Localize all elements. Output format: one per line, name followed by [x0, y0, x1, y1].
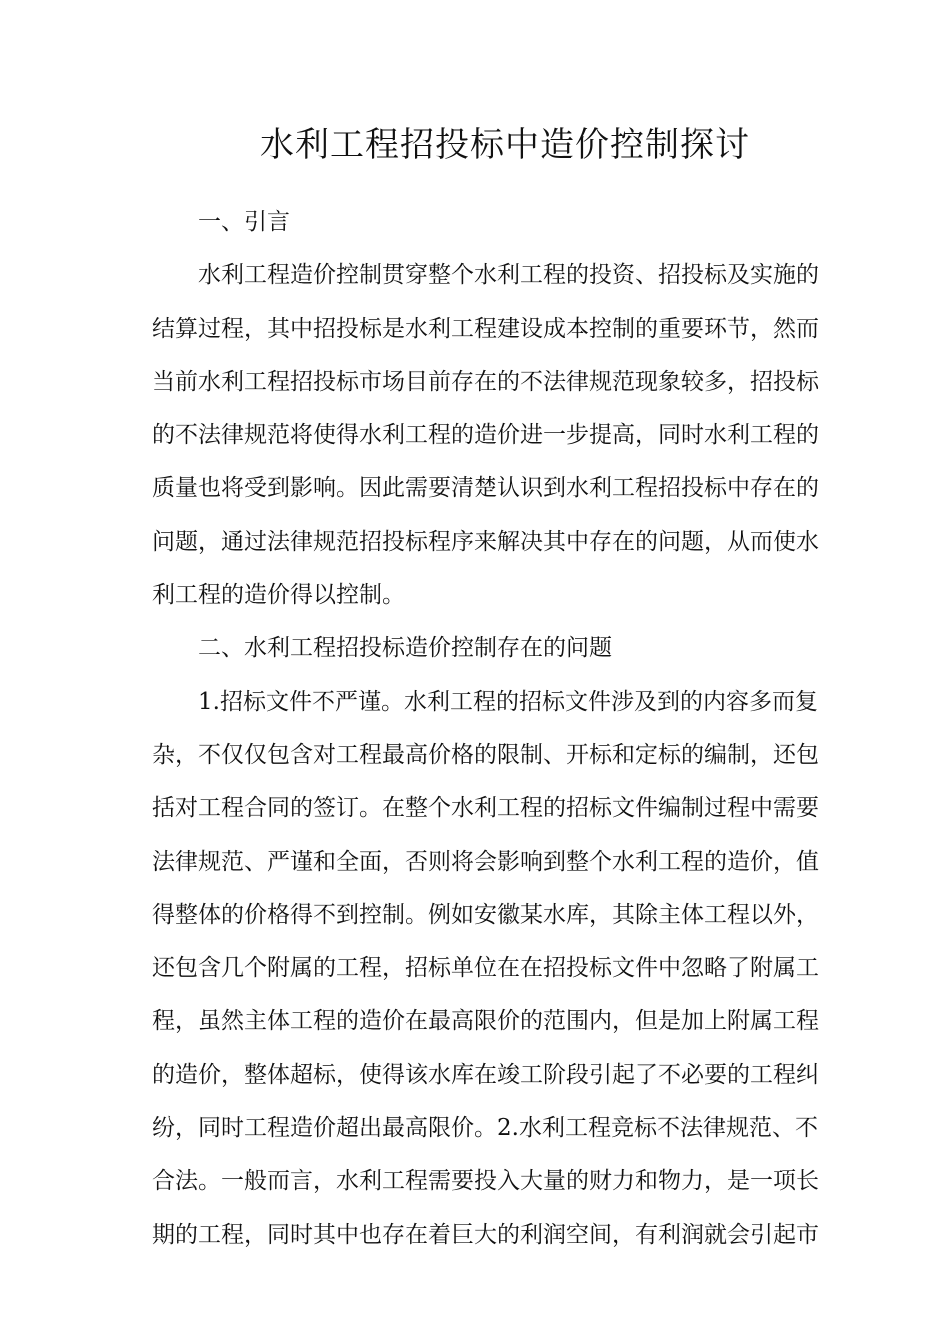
paragraph-line: 法律规范、严谨和全面，否则将会影响到整个水利工程的造价，值 [152, 848, 819, 875]
paragraph-line: 期的工程，同时其中也存在着巨大的利润空间，有利润就会引起市 [152, 1221, 819, 1248]
paragraph-line: 1.招标文件不严谨。水利工程的招标文件涉及到的内容多而复 [198, 688, 818, 715]
paragraph-line: 杂，不仅仅包含对工程最高价格的限制、开标和定标的编制，还包 [152, 741, 819, 768]
document-body [152, 196, 819, 1262]
paragraph-line: 的不法律规范将使得水利工程的造价进一步提高，同时水利工程的 [152, 422, 819, 449]
paragraph-line: 当前水利工程招投标市场目前存在的不法律规范现象较多，招投标 [152, 368, 819, 395]
section-heading-intro: 一、引言 [198, 209, 290, 235]
paragraph-line: 利工程的造价得以控制。 [152, 582, 405, 609]
document-title: 水利工程招投标中造价控制探讨 [260, 125, 750, 165]
paragraph-line: 纷，同时工程造价超出最高限价。2.水利工程竞标不法律规范、不 [152, 1115, 818, 1142]
paragraph-line: 程，虽然主体工程的造价在最高限价的范围内，但是加上附属工程 [152, 1008, 819, 1035]
paragraph-line: 还包含几个附属的工程，招标单位在在招投标文件中忽略了附属工 [152, 955, 819, 982]
paragraph-line: 得整体的价格得不到控制。例如安徽某水库，其除主体工程以外， [152, 901, 819, 928]
paragraph-line: 问题，通过法律规范招投标程序来解决其中存在的问题，从而使水 [152, 528, 819, 555]
paragraph-line: 水利工程造价控制贯穿整个水利工程的投资、招投标及实施的 [198, 262, 819, 289]
paragraph-line: 质量也将受到影响。因此需要清楚认识到水利工程招投标中存在的 [152, 475, 819, 502]
paragraph-line: 的造价，整体超标，使得该水库在竣工阶段引起了不必要的工程纠 [152, 1061, 819, 1088]
section-heading-problems: 二、水利工程招投标造价控制存在的问题 [198, 635, 612, 662]
paragraph-line: 括对工程合同的签订。在整个水利工程的招标文件编制过程中需要 [152, 795, 819, 822]
paragraph-line: 结算过程，其中招投标是水利工程建设成本控制的重要环节，然而 [152, 315, 819, 342]
paragraph-line: 合法。一般而言，水利工程需要投入大量的财力和物力，是一项长 [152, 1168, 819, 1195]
